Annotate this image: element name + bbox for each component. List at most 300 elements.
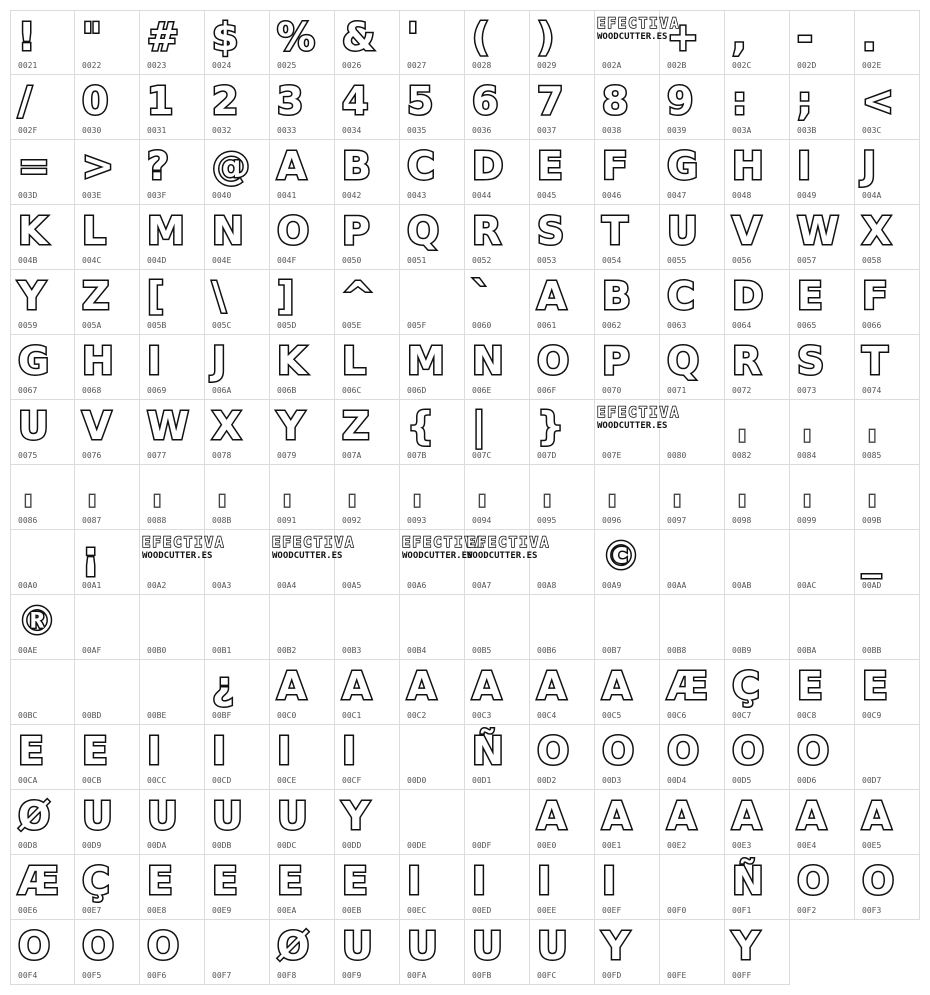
glyph-codepoint: 00AA xyxy=(667,581,687,590)
glyph-cell xyxy=(205,335,270,400)
glyph-char: B xyxy=(602,274,631,318)
glyph-cell xyxy=(530,790,595,855)
glyph-cell xyxy=(75,920,140,985)
glyph-char: O xyxy=(147,924,180,968)
glyph-char: A xyxy=(342,664,372,708)
glyph-codepoint: 0060 xyxy=(472,321,492,330)
glyph-codepoint: 00A0 xyxy=(18,581,38,590)
glyph-char: ! xyxy=(18,15,36,59)
glyph-cell xyxy=(530,920,595,985)
glyph-codepoint: 004C xyxy=(82,256,102,265)
glyph-cell xyxy=(725,595,790,660)
logo-title: EFECTIVA xyxy=(597,16,681,32)
glyph-char: O xyxy=(277,209,310,253)
glyph-codepoint: 00BB xyxy=(862,646,882,655)
glyph-codepoint: 00CE xyxy=(277,776,297,785)
glyph-cell xyxy=(205,465,270,530)
glyph-cell xyxy=(790,725,855,790)
glyph-cell xyxy=(270,75,335,140)
glyph-codepoint: 00AC xyxy=(797,581,817,590)
glyph-char: R xyxy=(472,209,502,253)
glyph-char: M xyxy=(147,209,185,253)
glyph-char: G xyxy=(667,144,699,188)
glyph-char: P xyxy=(602,339,630,383)
glyph-codepoint: 003C xyxy=(862,126,882,135)
glyph-codepoint: 00CC xyxy=(147,776,167,785)
glyph-cell xyxy=(205,790,270,855)
glyph-cell xyxy=(270,140,335,205)
glyph-codepoint: 0044 xyxy=(472,191,492,200)
glyph-codepoint: 00B6 xyxy=(537,646,557,655)
glyph-codepoint: 00A9 xyxy=(602,581,622,590)
glyph-codepoint: 00F8 xyxy=(277,971,297,980)
glyph-char: + xyxy=(667,15,699,59)
glyph-codepoint: 0036 xyxy=(472,126,492,135)
glyph-codepoint: 0096 xyxy=(602,516,622,525)
glyph-char: V xyxy=(732,209,762,253)
glyph-codepoint: 004E xyxy=(212,256,232,265)
glyph-codepoint: 0075 xyxy=(18,451,38,460)
glyph-codepoint: 004F xyxy=(277,256,297,265)
glyph-cell xyxy=(855,75,920,140)
glyph-codepoint: 005E xyxy=(342,321,362,330)
glyph-char: Y xyxy=(602,924,630,968)
glyph-codepoint: 00FC xyxy=(537,971,557,980)
glyph-codepoint: 0087 xyxy=(82,516,102,525)
glyph-char: N xyxy=(212,209,244,253)
glyph-char: A xyxy=(472,664,502,708)
glyph-char: P xyxy=(342,209,370,253)
logo-credit: WOODCUTTER.ES xyxy=(467,551,538,561)
glyph-cell xyxy=(465,920,530,985)
glyph-char: A xyxy=(732,794,762,838)
glyph-codepoint: 0045 xyxy=(537,191,557,200)
glyph-cell xyxy=(855,595,920,660)
glyph-cell xyxy=(530,400,595,465)
glyph-codepoint: 00EF xyxy=(602,906,622,915)
glyph-codepoint: 00C3 xyxy=(472,711,492,720)
glyph-char: Ø xyxy=(277,924,310,968)
glyph-cell xyxy=(530,855,595,920)
glyph-codepoint: 00CD xyxy=(212,776,232,785)
glyph-cell xyxy=(270,205,335,270)
missing-glyph-box: ▯ xyxy=(150,485,165,513)
glyph-cell xyxy=(10,790,75,855)
glyph-codepoint: 00C6 xyxy=(667,711,687,720)
glyph-char: O xyxy=(667,729,700,773)
glyph-codepoint: 00E4 xyxy=(797,841,817,850)
glyph-cell xyxy=(75,270,140,335)
glyph-char: Ñ xyxy=(732,859,764,903)
glyph-char: A xyxy=(537,794,567,838)
glyph-codepoint: 0057 xyxy=(797,256,817,265)
glyph-cell xyxy=(855,270,920,335)
glyph-char: 5 xyxy=(407,79,434,123)
glyph-char: A xyxy=(277,144,307,188)
glyph-codepoint: 0094 xyxy=(472,516,492,525)
glyph-codepoint: 0054 xyxy=(602,256,622,265)
glyph-char: N xyxy=(472,339,504,383)
glyph-char: Æ xyxy=(667,664,709,708)
glyph-cell xyxy=(790,140,855,205)
glyph-cell xyxy=(595,140,660,205)
glyph-char: Q xyxy=(667,339,700,383)
glyph-char: ^ xyxy=(342,274,374,318)
glyph-char: 8 xyxy=(602,79,629,123)
glyph-codepoint: 0085 xyxy=(862,451,882,460)
glyph-codepoint: 00BD xyxy=(82,711,102,720)
glyph-char: < xyxy=(862,79,894,123)
logo-title: EFECTIVA xyxy=(272,535,356,551)
glyph-char: I xyxy=(147,339,162,383)
glyph-codepoint: 00D7 xyxy=(862,776,882,785)
glyph-char: E xyxy=(277,859,303,903)
logo-title: EFECTIVA xyxy=(597,405,681,421)
glyph-char: : xyxy=(732,79,748,123)
glyph-codepoint: 00A5 xyxy=(342,581,362,590)
glyph-codepoint: 00C2 xyxy=(407,711,427,720)
glyph-cell xyxy=(75,660,140,725)
glyph-cell xyxy=(790,595,855,660)
glyph-cell xyxy=(465,595,530,660)
glyph-codepoint: 0021 xyxy=(18,61,38,70)
glyph-cell xyxy=(465,270,530,335)
glyph-codepoint: 0066 xyxy=(862,321,882,330)
logo-credit: WOODCUTTER.ES xyxy=(272,551,343,561)
glyph-cell xyxy=(660,920,725,985)
glyph-codepoint: 0099 xyxy=(797,516,817,525)
glyph-cell xyxy=(595,465,660,530)
missing-glyph-box: ▯ xyxy=(345,485,360,513)
glyph-codepoint: 0069 xyxy=(147,386,167,395)
glyph-cell xyxy=(335,75,400,140)
glyph-char: D xyxy=(472,144,504,188)
glyph-cell xyxy=(10,400,75,465)
glyph-char: I xyxy=(147,729,162,773)
glyph-cell xyxy=(140,660,205,725)
glyph-cell xyxy=(75,530,140,595)
glyph-char: U xyxy=(277,794,308,838)
glyph-char: Æ xyxy=(18,859,60,903)
glyph-char: A xyxy=(407,664,437,708)
glyph-char: ' xyxy=(407,15,419,59)
glyph-cell xyxy=(270,790,335,855)
glyph-cell xyxy=(530,10,595,75)
glyph-cell xyxy=(205,725,270,790)
glyph-char: O xyxy=(18,924,51,968)
glyph-cell xyxy=(530,205,595,270)
glyph-cell xyxy=(595,530,660,595)
missing-glyph-box: ▯ xyxy=(800,420,815,448)
glyph-codepoint: 0047 xyxy=(667,191,687,200)
glyph-char: A xyxy=(667,794,697,838)
glyph-codepoint: 0040 xyxy=(212,191,232,200)
glyph-cell xyxy=(335,10,400,75)
glyph-cell xyxy=(855,725,920,790)
glyph-char: A xyxy=(797,794,827,838)
glyph-cell xyxy=(10,530,75,595)
glyph-codepoint: 005F xyxy=(407,321,427,330)
glyph-char: Y xyxy=(18,274,46,318)
glyph-cell xyxy=(465,660,530,725)
glyph-codepoint: 00AB xyxy=(732,581,752,590)
glyph-codepoint: 00E0 xyxy=(537,841,557,850)
glyph-cell xyxy=(660,790,725,855)
glyph-cell xyxy=(270,10,335,75)
glyph-char: U xyxy=(667,209,698,253)
glyph-char: 7 xyxy=(537,79,564,123)
glyph-char: M xyxy=(407,339,445,383)
glyph-char: H xyxy=(82,339,114,383)
glyph-char: E xyxy=(797,664,823,708)
glyph-codepoint: 00E1 xyxy=(602,841,622,850)
glyph-cell xyxy=(10,725,75,790)
glyph-codepoint: 00B5 xyxy=(472,646,492,655)
missing-glyph-box: ▯ xyxy=(865,420,880,448)
glyph-codepoint: 00D1 xyxy=(472,776,492,785)
glyph-char: E xyxy=(212,859,238,903)
glyph-char: L xyxy=(342,339,367,383)
glyph-cell xyxy=(140,10,205,75)
glyph-char: 6 xyxy=(472,79,499,123)
glyph-codepoint: 00AE xyxy=(18,646,38,655)
glyph-cell xyxy=(400,205,465,270)
glyph-char: . xyxy=(862,15,877,59)
glyph-codepoint: 0052 xyxy=(472,256,492,265)
glyph-char: Y xyxy=(732,924,760,968)
glyph-char: " xyxy=(82,15,102,59)
missing-glyph-box: ▯ xyxy=(21,485,36,513)
glyph-codepoint: 00C1 xyxy=(342,711,362,720)
glyph-char: \ xyxy=(212,274,226,318)
glyph-cell xyxy=(530,140,595,205)
glyph-codepoint: 003F xyxy=(147,191,167,200)
glyph-cell xyxy=(140,270,205,335)
glyph-cell xyxy=(335,270,400,335)
glyph-cell xyxy=(595,595,660,660)
glyph-char: I xyxy=(602,859,617,903)
glyph-codepoint: 00DF xyxy=(472,841,492,850)
glyph-char: V xyxy=(82,404,112,448)
glyph-cell xyxy=(660,140,725,205)
glyph-codepoint: 005D xyxy=(277,321,297,330)
glyph-char: # xyxy=(147,15,179,59)
glyph-char: T xyxy=(862,339,888,383)
glyph-char: ¿ xyxy=(212,664,235,708)
glyph-char: A xyxy=(537,274,567,318)
glyph-char: | xyxy=(472,404,486,448)
glyph-cell xyxy=(400,660,465,725)
glyph-codepoint: 00A4 xyxy=(277,581,297,590)
glyph-cell xyxy=(465,400,530,465)
glyph-codepoint: 00E8 xyxy=(147,906,167,915)
glyph-cell xyxy=(335,140,400,205)
glyph-codepoint: 0072 xyxy=(732,386,752,395)
glyph-codepoint: 007E xyxy=(602,451,622,460)
glyph-codepoint: 00EE xyxy=(537,906,557,915)
glyph-codepoint: 0079 xyxy=(277,451,297,460)
missing-glyph-box: ▯ xyxy=(735,485,750,513)
glyph-cell xyxy=(465,465,530,530)
glyph-cell xyxy=(725,530,790,595)
glyph-codepoint: 00A7 xyxy=(472,581,492,590)
font-logo xyxy=(467,536,550,561)
glyph-cell xyxy=(465,140,530,205)
glyph-codepoint: 007B xyxy=(407,451,427,460)
glyph-codepoint: 0031 xyxy=(147,126,167,135)
glyph-cell xyxy=(790,10,855,75)
glyph-grid xyxy=(10,10,920,985)
glyph-codepoint: 002F xyxy=(18,126,38,135)
glyph-char: H xyxy=(732,144,764,188)
glyph-codepoint: 00E7 xyxy=(82,906,102,915)
logo-credit: WOODCUTTER.ES xyxy=(402,551,473,561)
glyph-codepoint: 0088 xyxy=(147,516,167,525)
glyph-cell xyxy=(205,660,270,725)
glyph-codepoint: 00BC xyxy=(18,711,38,720)
glyph-codepoint: 00E6 xyxy=(18,906,38,915)
glyph-cell xyxy=(205,140,270,205)
glyph-codepoint: 00E3 xyxy=(732,841,752,850)
glyph-char: Ø xyxy=(18,794,51,838)
glyph-char: Y xyxy=(342,794,370,838)
glyph-codepoint: 00C7 xyxy=(732,711,752,720)
glyph-cell xyxy=(10,10,75,75)
glyph-char: C xyxy=(667,274,695,318)
glyph-codepoint: 006D xyxy=(407,386,427,395)
glyph-codepoint: 0077 xyxy=(147,451,167,460)
glyph-char: J xyxy=(862,144,877,188)
glyph-codepoint: 0042 xyxy=(342,191,362,200)
glyph-char: A xyxy=(862,794,892,838)
glyph-cell xyxy=(855,10,920,75)
glyph-char: O xyxy=(797,729,830,773)
glyph-codepoint: 0078 xyxy=(212,451,232,460)
glyph-codepoint: 006A xyxy=(212,386,232,395)
glyph-cell xyxy=(660,335,725,400)
glyph-codepoint: 003A xyxy=(732,126,752,135)
glyph-char: B xyxy=(342,144,371,188)
glyph-cell xyxy=(270,400,335,465)
glyph-cell xyxy=(725,335,790,400)
glyph-codepoint: 0035 xyxy=(407,126,427,135)
glyph-cell xyxy=(270,270,335,335)
glyph-codepoint: 0029 xyxy=(537,61,557,70)
font-logo xyxy=(597,406,680,431)
glyph-char: K xyxy=(277,339,307,383)
glyph-codepoint: 00DD xyxy=(342,841,362,850)
glyph-codepoint: 00D9 xyxy=(82,841,102,850)
glyph-cell xyxy=(725,75,790,140)
glyph-codepoint: 0023 xyxy=(147,61,167,70)
glyph-codepoint: 0092 xyxy=(342,516,362,525)
glyph-codepoint: 00DB xyxy=(212,841,232,850)
glyph-char: U xyxy=(147,794,178,838)
logo-title: EFECTIVA xyxy=(402,535,486,551)
glyph-char: ® xyxy=(18,599,56,643)
glyph-codepoint: 0082 xyxy=(732,451,752,460)
glyph-codepoint: 0061 xyxy=(537,321,557,330)
glyph-codepoint: 00B3 xyxy=(342,646,362,655)
glyph-cell xyxy=(205,920,270,985)
glyph-codepoint: 00F7 xyxy=(212,971,232,980)
glyph-char: Ç xyxy=(82,859,110,903)
glyph-codepoint: 002E xyxy=(862,61,882,70)
glyph-cell xyxy=(465,335,530,400)
glyph-cell xyxy=(855,530,920,595)
glyph-char: X xyxy=(862,209,892,253)
glyph-char: E xyxy=(18,729,44,773)
glyph-cell xyxy=(205,75,270,140)
glyph-cell xyxy=(660,595,725,660)
glyph-cell xyxy=(790,335,855,400)
glyph-char: Z xyxy=(82,274,110,318)
glyph-codepoint: 0064 xyxy=(732,321,752,330)
glyph-char: [ xyxy=(147,274,165,318)
glyph-codepoint: 002D xyxy=(797,61,817,70)
glyph-cell xyxy=(75,855,140,920)
glyph-char: O xyxy=(537,729,570,773)
glyph-char: ? xyxy=(147,144,170,188)
glyph-codepoint: 006C xyxy=(342,386,362,395)
glyph-char: W xyxy=(147,404,189,448)
glyph-codepoint: 00FE xyxy=(667,971,687,980)
font-logo xyxy=(142,536,225,561)
glyph-codepoint: 00D4 xyxy=(667,776,687,785)
glyph-cell xyxy=(725,725,790,790)
glyph-char: O xyxy=(862,859,895,903)
glyph-cell xyxy=(530,335,595,400)
glyph-codepoint: 00FD xyxy=(602,971,622,980)
glyph-codepoint: 0097 xyxy=(667,516,687,525)
glyph-cell xyxy=(465,10,530,75)
glyph-codepoint: 00CA xyxy=(18,776,38,785)
glyph-codepoint: 0030 xyxy=(82,126,102,135)
glyph-codepoint: 004A xyxy=(862,191,882,200)
glyph-codepoint: 00A2 xyxy=(147,581,167,590)
glyph-codepoint: 0063 xyxy=(667,321,687,330)
missing-glyph-box: ▯ xyxy=(605,485,620,513)
glyph-codepoint: 0049 xyxy=(797,191,817,200)
glyph-char: % xyxy=(277,15,316,59)
glyph-codepoint: 0032 xyxy=(212,126,232,135)
glyph-cell xyxy=(400,920,465,985)
glyph-codepoint: 003E xyxy=(82,191,102,200)
glyph-cell xyxy=(335,400,400,465)
glyph-codepoint: 00A8 xyxy=(537,581,557,590)
glyph-cell xyxy=(270,920,335,985)
glyph-cell xyxy=(270,855,335,920)
glyph-cell xyxy=(725,270,790,335)
glyph-cell xyxy=(335,335,400,400)
missing-glyph-box: ▯ xyxy=(215,485,230,513)
glyph-cell xyxy=(400,790,465,855)
glyph-char: E xyxy=(537,144,563,188)
glyph-char: E xyxy=(862,664,888,708)
glyph-cell xyxy=(205,595,270,660)
glyph-codepoint: 00D6 xyxy=(797,776,817,785)
glyph-char: W xyxy=(797,209,839,253)
glyph-codepoint: 0053 xyxy=(537,256,557,265)
glyph-char: ) xyxy=(537,15,555,59)
glyph-codepoint: 00B9 xyxy=(732,646,752,655)
glyph-cell xyxy=(400,465,465,530)
glyph-char: J xyxy=(212,339,227,383)
glyph-char: U xyxy=(407,924,438,968)
glyph-codepoint: 005C xyxy=(212,321,232,330)
glyph-cell xyxy=(270,595,335,660)
glyph-char: Q xyxy=(407,209,440,253)
